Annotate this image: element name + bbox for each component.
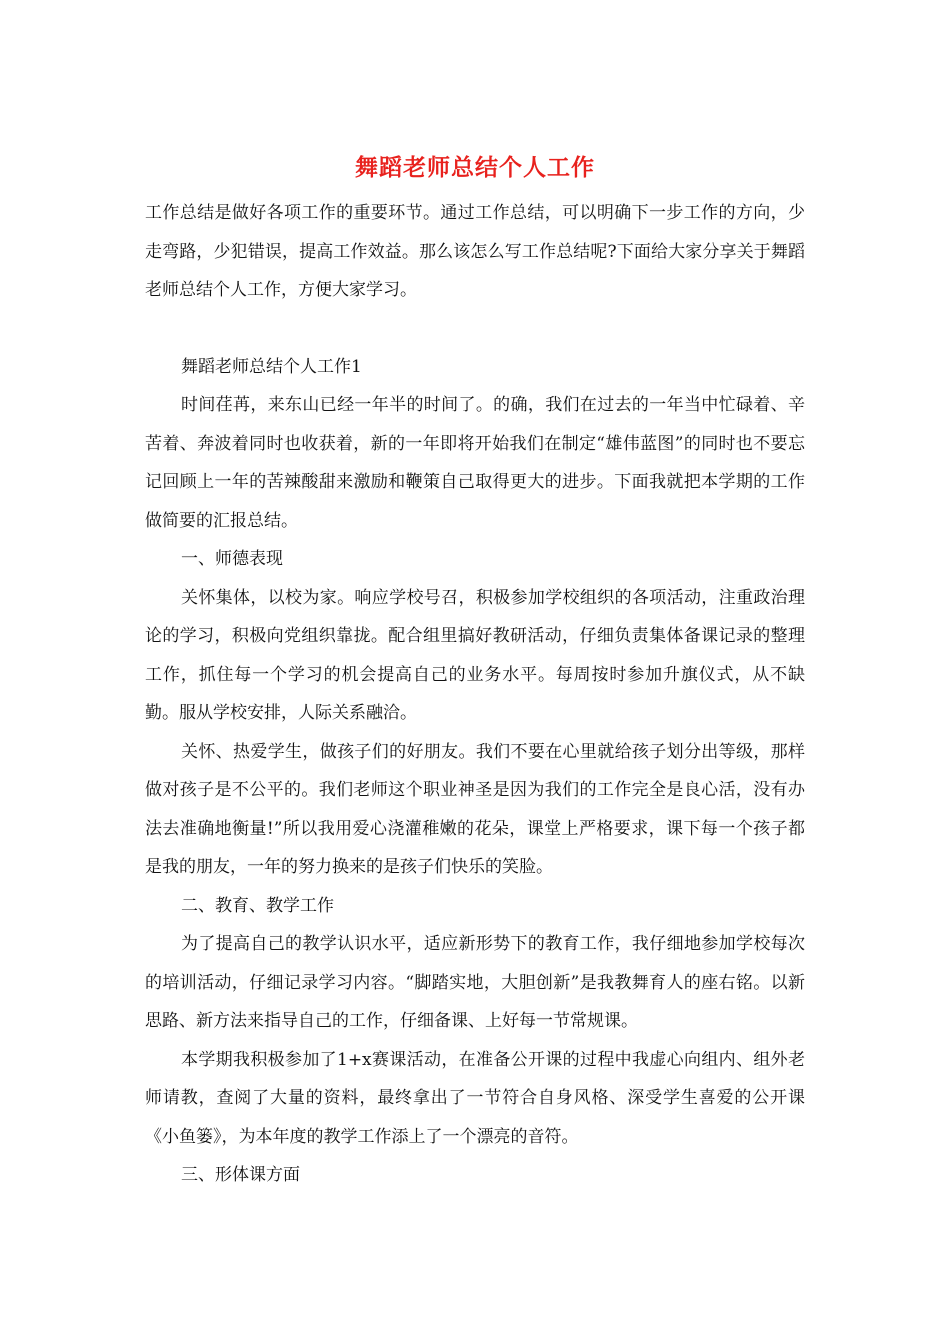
document-title: 舞蹈老师总结个人工作: [355, 154, 595, 181]
paragraph-1: 时间荏苒，来东山已经一年半的时间了。的确，我们在过去的一年当中忙碌着、辛苦着、奔波着同时也收获着，新的一年即将开始我们在制定“雄伟蓝图”的同时也不要忘记回顾上一年的苦辣酸甜来激励和鞭策自己取得更大的进步。下面我就把本学期的工作做简要的汇报总结。: [145, 395, 805, 531]
intro-paragraph: 工作总结是做好各项工作的重要环节。通过工作总结，可以明确下一步工作的方向，少走弯路，少犯错误，提高工作效益。那么该怎么写工作总结呢?下面给大家分享关于舞蹈老师总结个人工作，方便大家学习。: [145, 203, 805, 300]
heading-body-class: 三、形体课方面: [181, 1165, 300, 1185]
document-page: [145, 150, 805, 1195]
heading-teaching-work: 二、教育、教学工作: [181, 895, 334, 916]
paragraph-5: 本学期我积极参加了1+x赛课活动，在准备公开课的过程中我虚心向组内、组外老师请教，查阅了大量的资料，最终拿出了一节符合自身风格、深受学生喜爱的公开课《小鱼篓》，为本年度的教学工作添上了一个漂亮的音符。: [145, 1049, 805, 1147]
paragraph-2: 关怀集体，以校为家。响应学校号召，积极参加学校组织的各项活动，注重政治理论的学习，积极向党组织靠拢。配合组里搞好教研活动，仔细负责集体备课记录的整理工作，抓住每一个学习的机会提高自己的业务水平。每周按时参加升旗仪式，从不缺勤。服从学校安排，人际关系融洽。: [145, 587, 805, 723]
paragraph-4: 为了提高自己的教学认识水平，适应新形势下的教育工作，我仔细地参加学校每次的培训活动，仔细记录学习内容。“脚踏实地，大胆创新”是我教舞育人的座右铭。以新思路、新方法来指导自己的工作，仔细备课、上好每一节常规课。: [145, 934, 805, 1031]
section-title: 舞蹈老师总结个人工作1: [181, 356, 362, 377]
heading-teacher-ethics: 一、师德表现: [181, 549, 283, 569]
paragraph-3: 关怀、热爱学生，做孩子们的好朋友。我们不要在心里就给孩子划分出等级，那样做对孩子是不公平的。我们老师这个职业神圣是因为我们的工作完全是良心活，没有办法去准确地衡量!”所以我用爱心浇灌稚嫩的花朵，课堂上严格要求，课下每一个孩子都是我的朋友，一年的努力换来的是孩子们快乐的笑脸。: [145, 741, 805, 877]
